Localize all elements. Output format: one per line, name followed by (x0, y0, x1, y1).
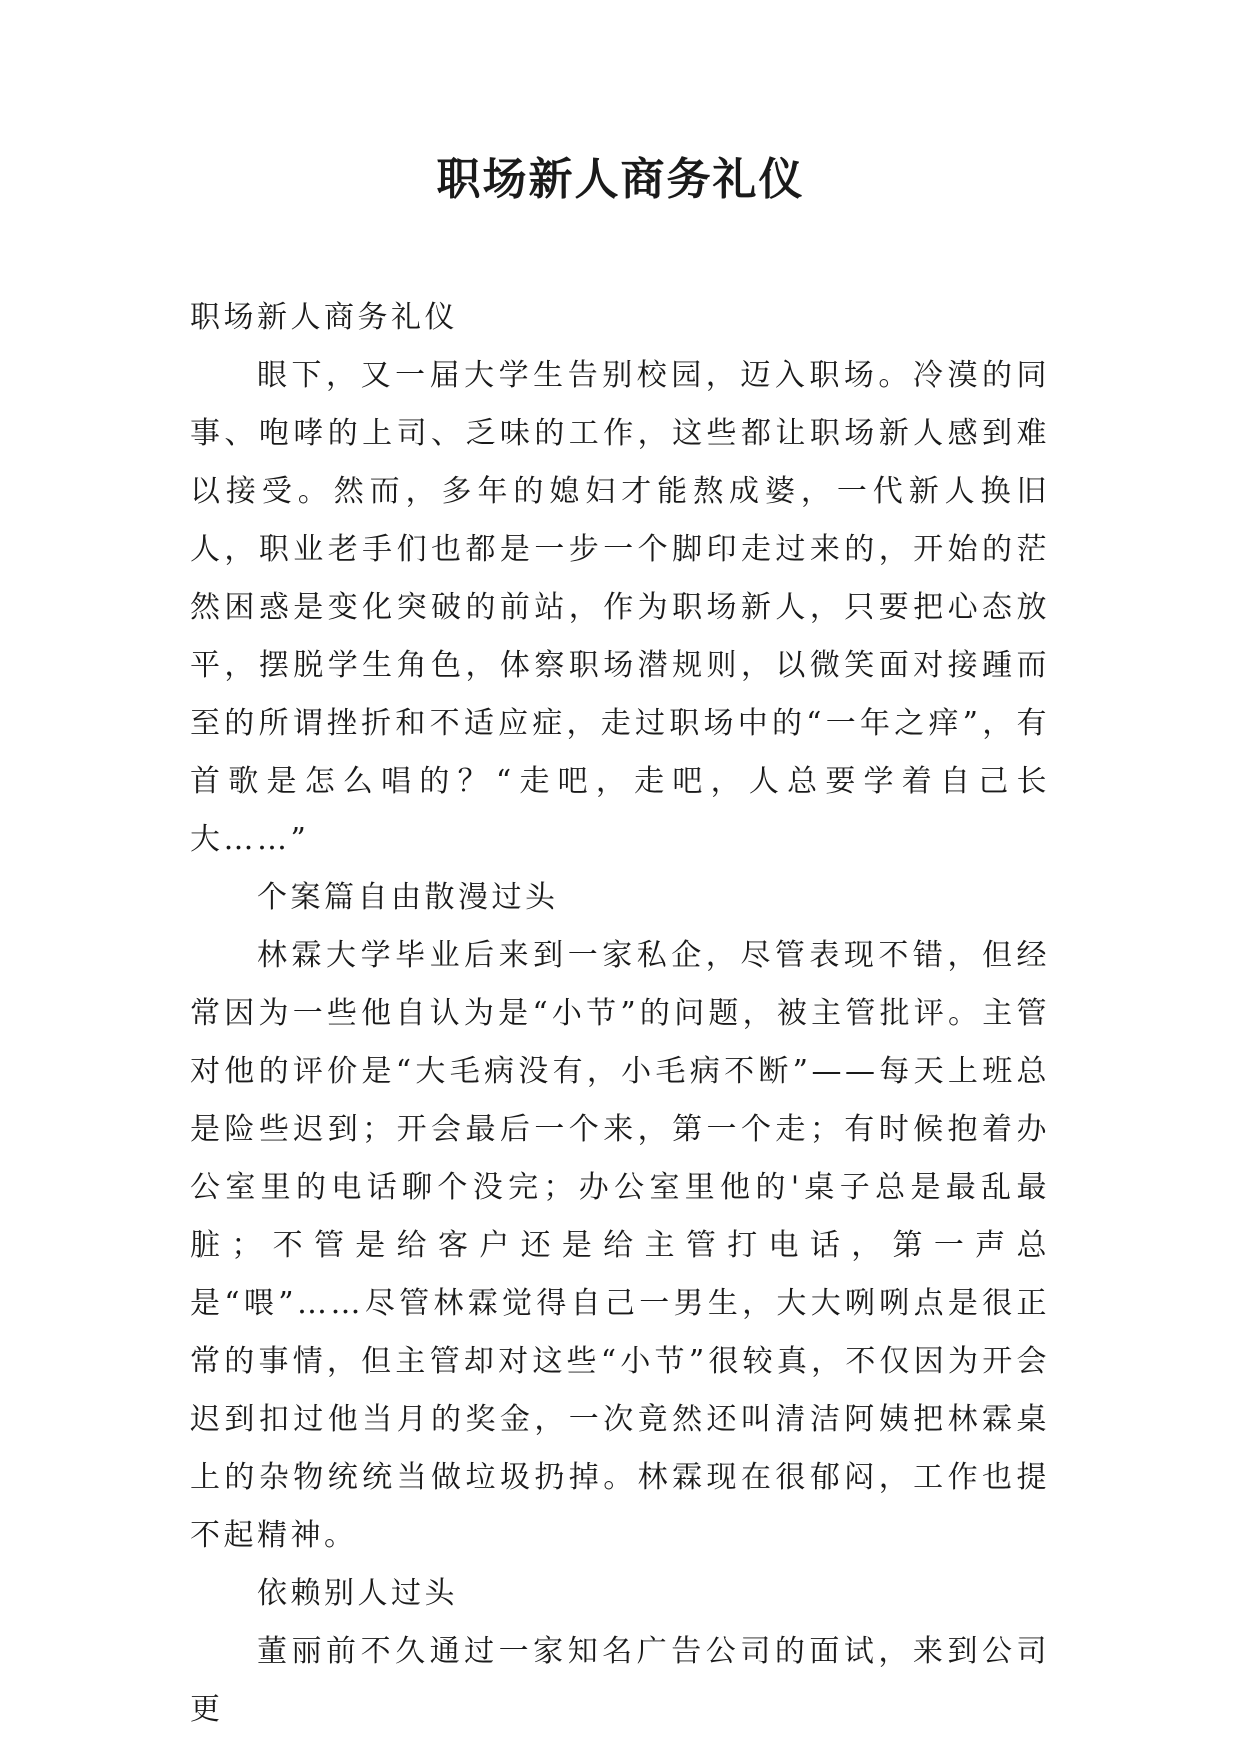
section-heading-dependence: 依赖别人过头 (257, 1576, 458, 1611)
paragraph-case-dongli: 董丽前不久通过一家知名广告公司的面试，来到公司更 (190, 1634, 1050, 1727)
document-title: 职场新人商务礼仪 (436, 154, 805, 205)
paragraph-case-linlin: 林霖大学毕业后来到一家私企，尽管表现不错，但经常因为一些他自认为是“小节”的问题，被主管批评。主管对他的评价是“大毛病没有，小毛病不断”——每天上班总是险些迟到；开会最后一个来，第一个走；有时候抱着办公室里的电话聊个没完；办公室里他的'桌子总是最乱最脏；不管是给客户还是给主管打电话，第一声总是“喂”……尽管林霖觉得自己一男生，大大咧咧点是很正常的事情，但主管却对这些“小节”很较真，不仅因为开会迟到扣过他当月的奖金，一次竟然还叫清洁阿姨把林霖桌上的杂物统统当做垃圾扔掉。林霖现在很郁闷，工作也提不起精神。 (190, 938, 1050, 1553)
paragraph-intro: 眼下，又一届大学生告别校园，迈入职场。冷漠的同事、咆哮的上司、乏味的工作，这些都让职场新人感到难以接受。然而，多年的媳妇才能熬成婆，一代新人换旧人，职业老手们也都是一步一个脚印走过来的，开始的茫然困惑是变化突破的前站，作为职场新人，只要把心态放平，摆脱学生角色，体察职场潜规则，以微笑面对接踵而至的所谓挫折和不适应症，走过职场中的“一年之痒”，有首歌是怎么唱的？“走吧，走吧，人总要学着自己长大……” (190, 358, 1050, 857)
document-body (190, 289, 1050, 1739)
paragraph-heading: 职场新人商务礼仪 (190, 300, 458, 335)
section-heading-case: 个案篇自由散漫过头 (257, 880, 559, 915)
